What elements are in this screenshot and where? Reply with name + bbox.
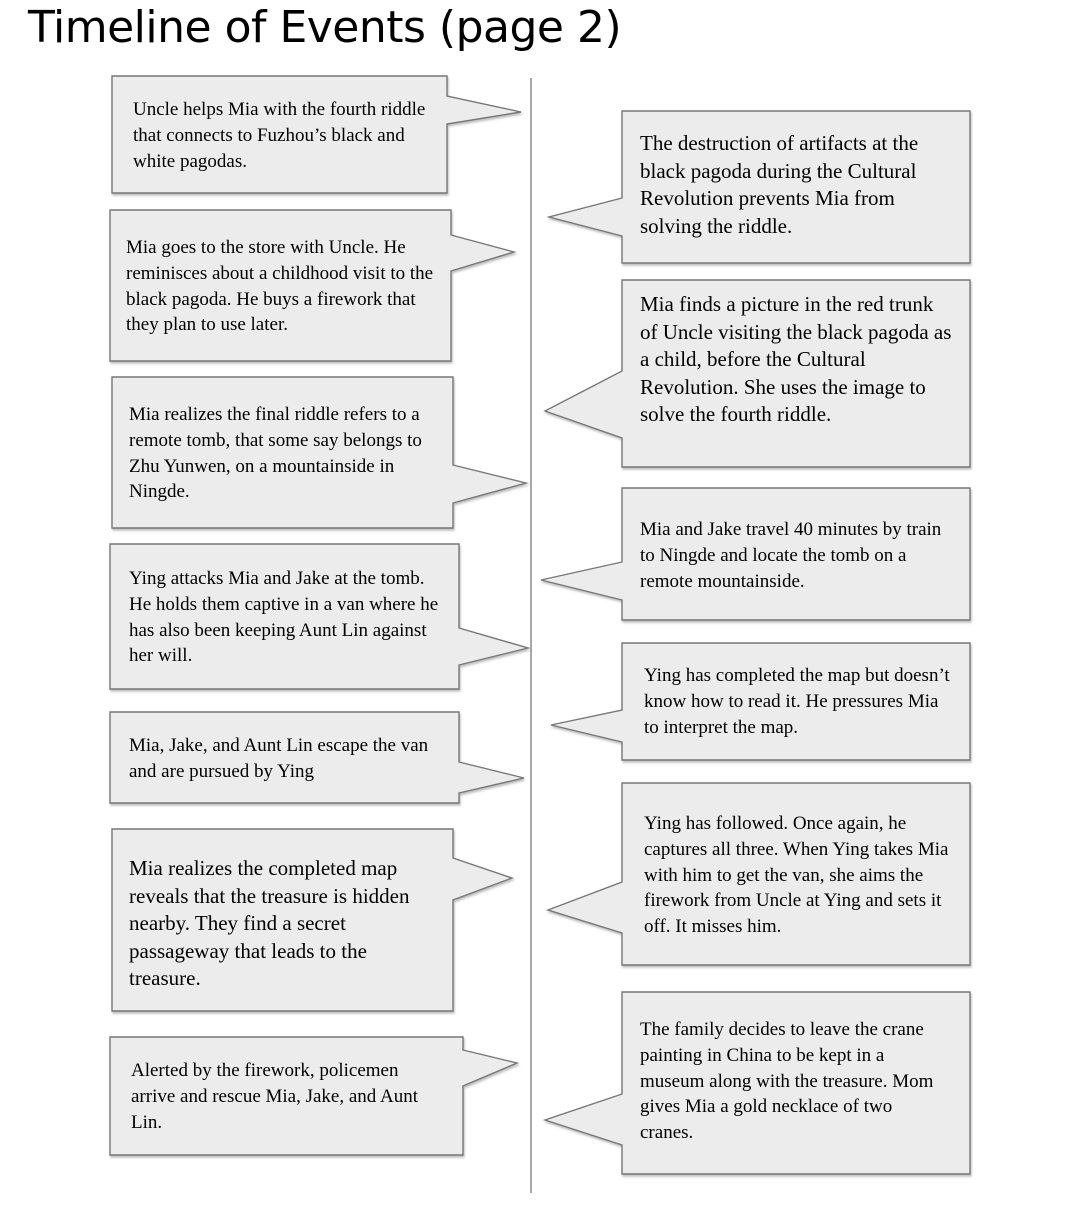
left-event-text-3: Mia realizes the final riddle refers to a remote tomb, that some say belongs to Zhu Yunwen, on a mountainside in Ningde. [129,404,422,503]
left-event-text-1: Uncle helps Mia with the fourth riddle that connects to Fuzhou’s black and white pagodas. [133,99,426,172]
left-event-text-4: Ying attacks Mia and Jake at the tomb. He holds them captive in a van where he has also been keeping Aunt Lin against her will. [129,568,439,667]
right-event-text-5: Ying has followed. Once again, he captures all three. When Ying takes Mia with him to get the van, she aims the firework from Uncle at Ying and sets it off. It misses him. [644,813,949,938]
left-event-text-2: Mia goes to the store with Uncle. He reminisces about a childhood visit to the black pagoda. He buys a firework that they plan to use later. [126,237,434,336]
right-event-text-1: The destruction of artifacts at the black pagoda during the Cultural Revolution prevents Mia from solving the riddle. [640,131,919,238]
left-event-text-6: Mia realizes the completed map reveals that the treasure is hidden nearby. They find a secret passageway that leads to the treasure. [129,856,410,990]
right-event-text-6: The family decides to leave the crane painting in China to be kept in a museum along with the treasure. Mom gives Mia a gold necklace of two cranes. [640,1019,934,1144]
right-event-text-3: Mia and Jake travel 40 minutes by train to Ningde and locate the tomb on a remote mountainside. [640,519,942,592]
page-title: Timeline of Events (page 2) [28,2,622,53]
left-event-text-5: Mia, Jake, and Aunt Lin escape the van and are pursued by Ying [129,735,429,782]
left-event-text-7: Alerted by the firework, policemen arrive and rescue Mia, Jake, and Aunt Lin. [131,1060,419,1133]
right-event-text-2: Mia finds a picture in the red trunk of Uncle visiting the black pagoda as a child, before the Cultural Revolution. She uses the image to solve the fourth riddle. [640,292,952,426]
right-event-text-4: Ying has completed the map but doesn’t know how to read it. He pressures Mia to interpret the map. [644,665,950,738]
